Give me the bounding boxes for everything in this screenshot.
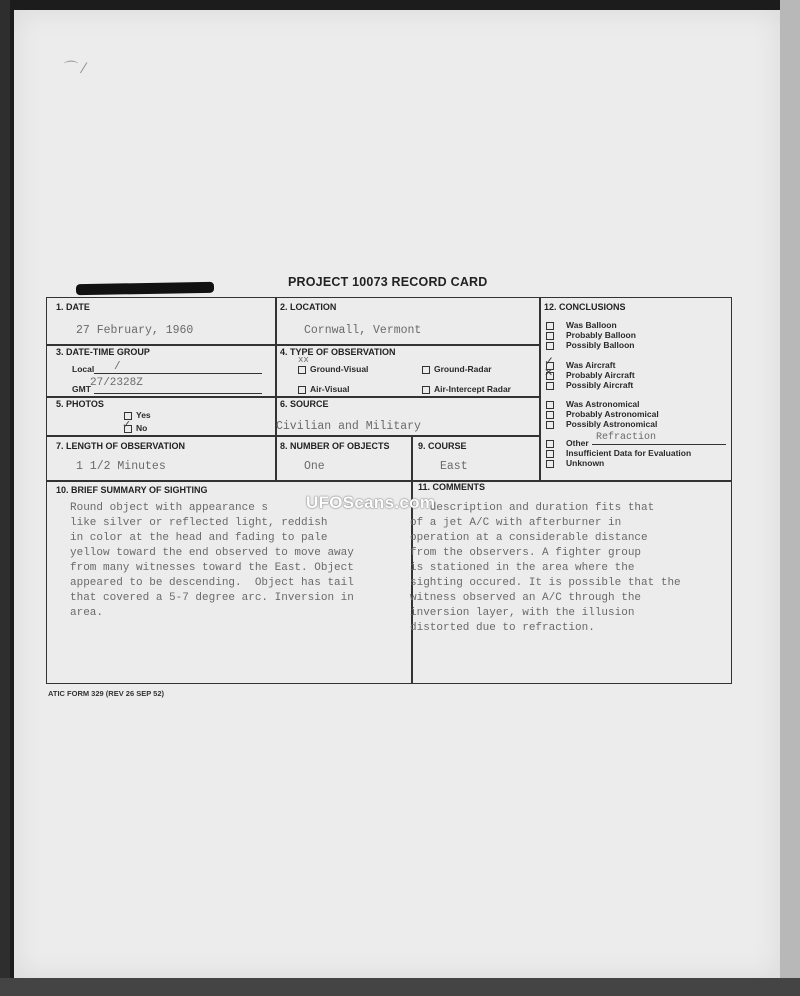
number-label: 8. NUMBER OF OBJECTS — [280, 441, 390, 451]
air-visual-label: Air-Visual — [310, 384, 350, 394]
dtg-label: 3. DATE-TIME GROUP — [56, 347, 150, 357]
air-intercept-radar-label: Air-Intercept Radar — [434, 384, 511, 394]
comments-line: is stationed in the area where the — [410, 562, 635, 574]
date-label: 1. DATE — [56, 302, 90, 312]
conclusion-checkbox — [546, 332, 554, 340]
conclusion-checkbox — [546, 460, 554, 468]
summary-line: appeared to be descending. Object has tail — [70, 577, 354, 589]
rule — [47, 435, 539, 437]
conclusion-checkbox — [546, 440, 554, 448]
conclusion-probably-balloon: Probably Balloon — [566, 330, 636, 340]
comments-line: of a jet A/C with afterburner in — [410, 517, 622, 529]
conclusion-checkbox — [546, 421, 554, 429]
conclusion-checkbox — [546, 450, 554, 458]
source-value: Civilian and Military — [276, 420, 421, 433]
rule — [275, 298, 277, 480]
source-label: 6. SOURCE — [280, 399, 329, 409]
ground-radar-label: Ground-Radar — [434, 364, 492, 374]
comments-label: 11. COMMENTS — [418, 482, 486, 492]
rule — [47, 396, 539, 398]
scan-edge-left — [0, 0, 10, 996]
form-footer: ATIC FORM 329 (REV 26 SEP 52) — [48, 689, 165, 698]
conclusion-checkbox — [546, 382, 554, 390]
ground-visual-label: Ground-Visual — [310, 364, 369, 374]
comments-text — [410, 501, 681, 636]
conclusion-was-balloon: Was Balloon — [566, 320, 617, 330]
local-value: / — [114, 361, 121, 373]
scan-edge-right — [780, 0, 800, 996]
check-mark-icon: ✓ — [122, 418, 132, 431]
course-value: East — [440, 460, 468, 473]
other-line — [592, 444, 726, 445]
check-mark-icon: ✓ — [544, 354, 555, 368]
pen-mark: ⌒ ⁄ — [64, 61, 85, 77]
summary-line: area. — [70, 607, 104, 619]
conclusion-possibly-aircraft: Possibly Aircraft — [566, 380, 634, 390]
length-label: 7. LENGTH OF OBSERVATION — [56, 441, 186, 451]
conclusion-was-astronomical: Was Astronomical — [566, 399, 640, 409]
gmt-value: 27/2328Z — [90, 377, 143, 389]
photos-no-label: No — [136, 423, 148, 433]
local-line — [94, 373, 262, 374]
air-visual-checkbox — [298, 386, 306, 394]
comments-line: inversion layer, with the illusion — [410, 607, 635, 619]
location-value: Cornwall, Vermont — [304, 324, 422, 337]
rule — [47, 344, 539, 346]
summary-line: in color at the head and fading to pale — [70, 532, 328, 544]
comments-line: operation at a considerable distance — [410, 532, 648, 544]
watermark: UFOScans.com — [306, 493, 436, 512]
comments-line: witness observed an A/C through the — [410, 592, 642, 604]
ground-radar-checkbox — [422, 366, 430, 374]
conclusion-checkbox — [546, 342, 554, 350]
location-label: 2. LOCATION — [280, 302, 337, 312]
local-label: Local — [72, 364, 95, 374]
photos-label: 5. PHOTOS — [56, 399, 104, 409]
conclusion-checkbox — [546, 411, 554, 419]
observation-type-label: 4. TYPE OF OBSERVATION — [280, 347, 396, 357]
summary-line: Round object with appearance s — [70, 502, 269, 514]
ground-visual-checkbox — [298, 366, 306, 374]
summary-line: like silver or reflected light, reddish — [70, 517, 328, 529]
rule — [47, 480, 731, 482]
course-label: 9. COURSE — [418, 441, 467, 451]
conclusion-unknown: Unknown — [566, 458, 605, 468]
summary-line: that covered a 5-7 degree arc. Inversion in — [70, 592, 354, 604]
scan-edge-bottom — [0, 978, 800, 996]
conclusion-possibly-balloon: Possibly Balloon — [566, 340, 635, 350]
conclusion-probably-astronomical: Probably Astronomical — [566, 409, 659, 419]
air-intercept-radar-checkbox — [422, 386, 430, 394]
conclusion-was-aircraft: Was Aircraft — [566, 360, 616, 370]
summary-line: from many witnesses toward the East. Object — [70, 562, 354, 574]
observation-mark: xx — [298, 355, 309, 365]
comments-line: distorted due to refraction. — [410, 622, 595, 634]
length-value: 1 1/2 Minutes — [76, 460, 166, 473]
cross-mark-icon: ✕ — [544, 366, 554, 379]
date-value: 27 February, 1960 — [76, 324, 194, 337]
number-value: One — [304, 460, 325, 473]
comments-line: sighting occured. It is possible that the — [410, 577, 681, 589]
summary-text — [70, 501, 354, 621]
summary-line: yellow toward the end observed to move away — [70, 547, 354, 559]
summary-label: 10. BRIEF SUMMARY OF SIGHTING — [56, 485, 208, 495]
conclusion-other: Other — [566, 438, 589, 448]
conclusion-insufficient-data: Insufficient Data for Evaluation — [566, 448, 692, 458]
conclusion-checkbox — [546, 401, 554, 409]
comments-line: from the observers. A fighter group — [410, 547, 642, 559]
gmt-label: GMT — [72, 384, 91, 394]
conclusion-checkbox — [546, 322, 554, 330]
photos-yes-label: Yes — [136, 410, 151, 420]
gmt-line — [94, 393, 262, 394]
conclusions-label: 12. CONCLUSIONS — [544, 302, 626, 312]
conclusion-probably-aircraft: Probably Aircraft — [566, 370, 635, 380]
conclusion-other-value: Refraction — [596, 432, 657, 443]
comments-line: description and duration fits that — [410, 502, 655, 514]
rule — [539, 298, 541, 480]
card-title: PROJECT 10073 RECORD CARD — [288, 275, 488, 289]
conclusion-possibly-astronomical: Possibly Astronomical — [566, 419, 658, 429]
